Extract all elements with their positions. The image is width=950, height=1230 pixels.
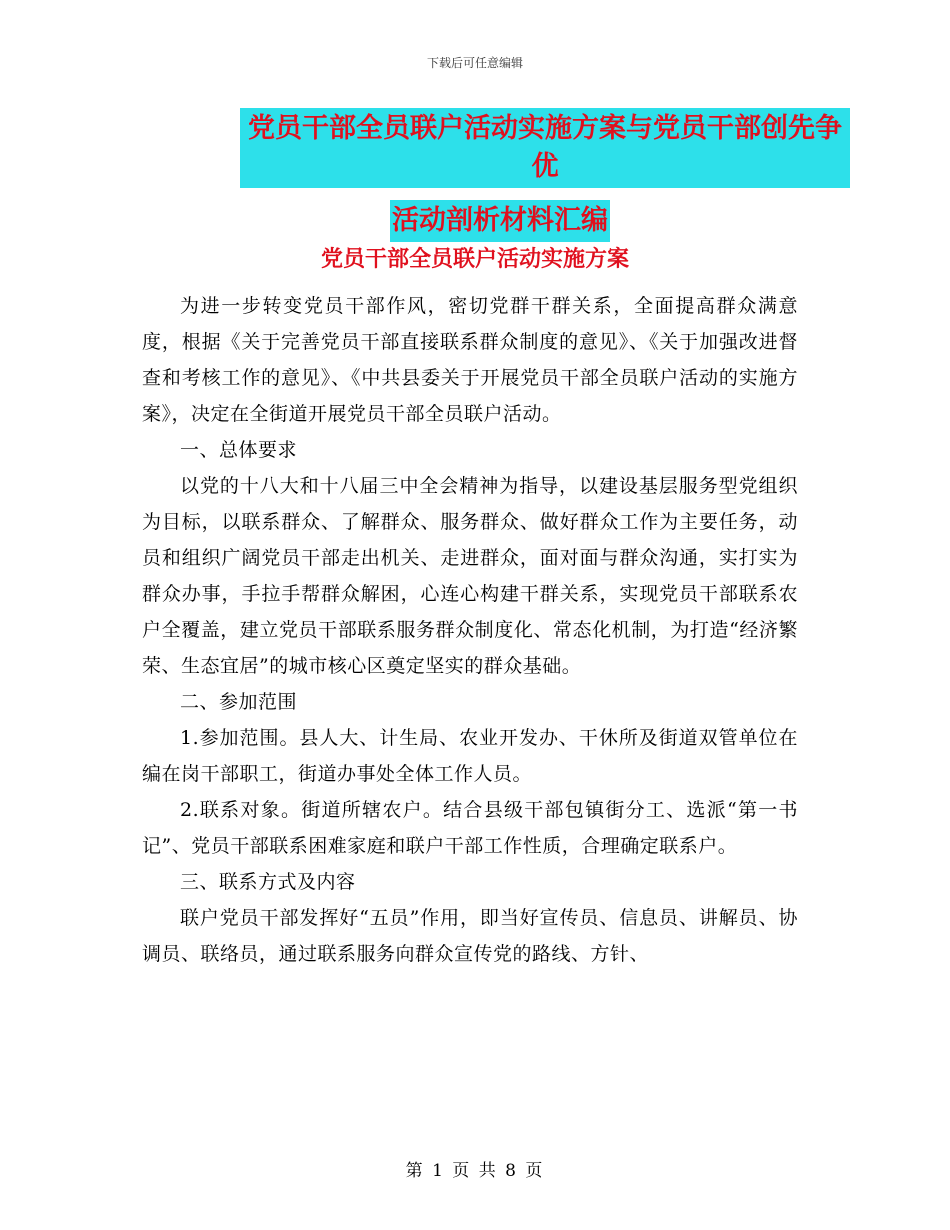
page-footer: 第 1 页 共 8 页: [405, 1161, 545, 1181]
section-title: 党员干部全员联户活动实施方案: [320, 246, 629, 272]
title-line-1: 党员干部全员联户活动实施方案与党员干部创先争优: [240, 108, 850, 188]
paragraph-contact-method: 联户党员干部发挥好“五员”作用，即当好宣传员、信息员、讲解员、协调员、联络员，通过联系服务向群众宣传党的路线、方针、: [142, 907, 798, 965]
paragraph-intro: 为进一步转变党员干部作风，密切党群干群关系，全面提高群众满意度，根据《关于完善党员干部直接联系群众制度的意见》、《关于加强改进督查和考核工作的意见》、《中共县委关于开展党员干部全员联户活动的实施方案》，决定在全街道开展党员干部全员联户活动。: [142, 295, 798, 425]
paragraph-scope-1: 1.参加范围。县人大、计生局、农业开发办、干休所及街道双管单位在编在岗干部职工，街道办事处全体工作人员。: [142, 727, 798, 785]
paragraph-scope-2: 2.联系对象。街道所辖农户。结合县级干部包镇街分工、选派“第一书记”、党员干部联系困难家庭和联户干部工作性质，合理确定联系户。: [142, 799, 798, 857]
heading-scope: 二、参加范围: [180, 691, 298, 713]
page-header-note: 下载后可任意编辑: [426, 56, 523, 70]
document-body: [142, 288, 798, 972]
document-title: [150, 108, 850, 242]
heading-general-requirements: 一、总体要求: [180, 439, 298, 461]
title-line-2: 活动剖析材料汇编: [390, 200, 610, 242]
heading-contact-method: 三、联系方式及内容: [180, 871, 356, 893]
paragraph-general-requirements: 以党的十八大和十八届三中全会精神为指导，以建设基层服务型党组织为目标，以联系群众、了解群众、服务群众、做好群众工作为主要任务，动员和组织广阔党员干部走出机关、走进群众，面对面与群众沟通，实打实为群众办事，手拉手帮群众解困，心连心构建干群关系，实现党员干部联系农户全覆盖，建立党员干部联系服务群众制度化、常态化机制，为打造“经济繁荣、生态宜居”的城市核心区奠定坚实的群众基础。: [142, 475, 798, 677]
